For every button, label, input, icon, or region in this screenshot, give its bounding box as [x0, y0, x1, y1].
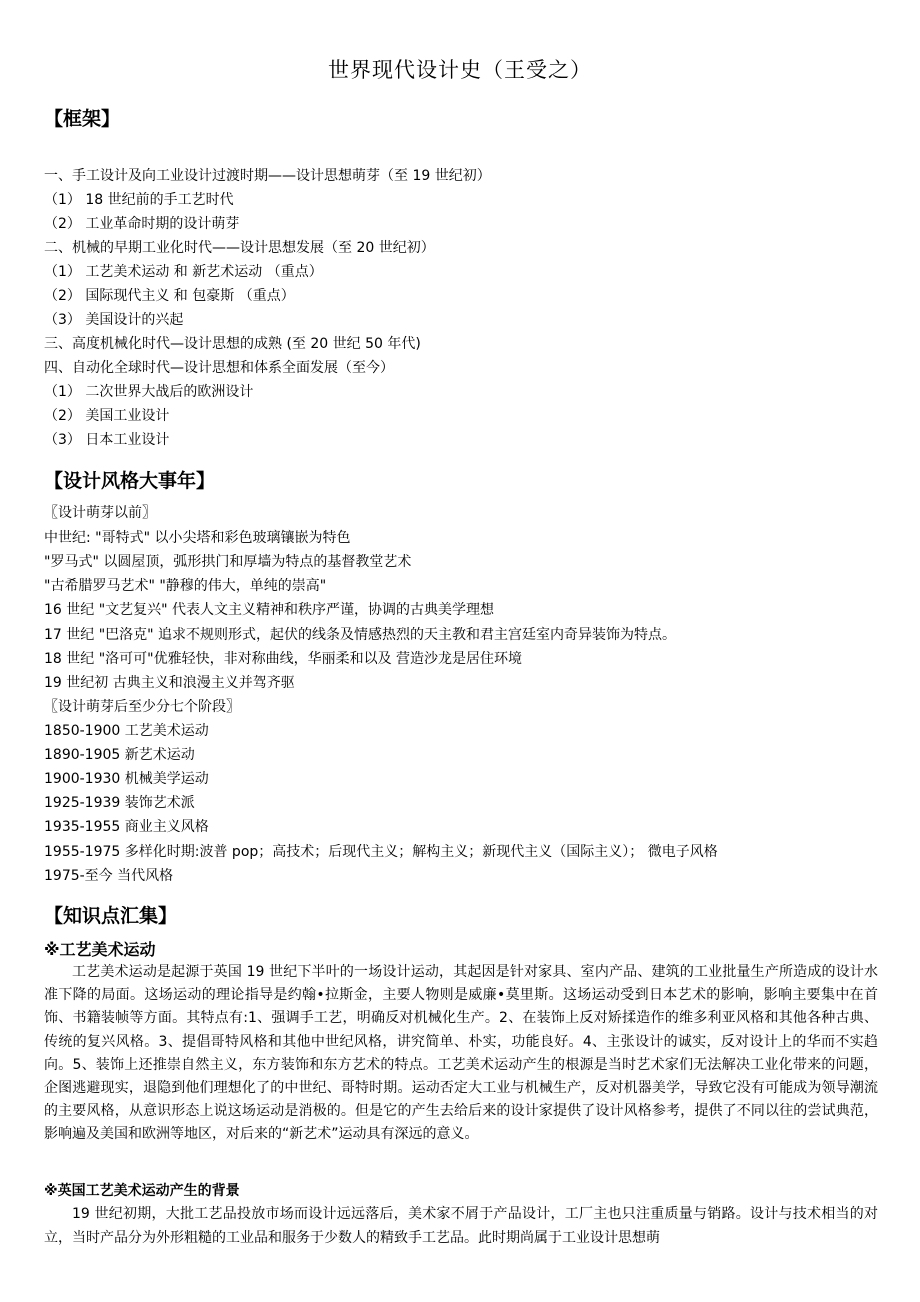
framework-line: （1） 工艺美术运动 和 新艺术运动 （重点）	[44, 264, 323, 280]
style-line: 1925-1939 装饰艺术派	[44, 795, 195, 811]
style-line: "古希腊罗马艺术" "静穆的伟大，单纯的崇高"	[44, 578, 327, 594]
framework-line: 三、高度机械化时代—设计思想的成熟 (至 20 世纪 50 年代)	[44, 336, 421, 352]
style-line: 中世纪: "哥特式" 以小尖塔和彩色玻璃镶嵌为特色	[44, 530, 351, 546]
style-line: "罗马式" 以圆屋顶，弧形拱门和厚墙为特点的基督教堂艺术	[44, 554, 412, 570]
framework-line: （2） 美国工业设计	[44, 408, 170, 424]
framework-line: （2） 国际现代主义 和 包豪斯 （重点）	[44, 288, 295, 304]
framework-line: 四、自动化全球时代—设计思想和体系全面发展（至今）	[44, 360, 394, 376]
style-line: 1890-1905 新艺术运动	[44, 747, 195, 763]
framework-line: （1） 二次世界大战后的欧洲设计	[44, 384, 254, 400]
paragraph-arts-crafts: 工艺美术运动是起源于英国 19 世纪下半叶的一场设计运动，其起因是针对家具、室内产品、建筑的工业批量生产所造成的设计水准下降的局面。这场运动的理论指导是约翰•拉斯金，主要人物则是威廉•莫里斯。这场运动受到日本艺术的影响，影响主要集中在首饰、书籍装帧等方面。其特点有:1、强调手工艺，明确反对机械化生产。2、在装饰上反对矫揉造作的维多利亚风格和其他各种古典、传统的复兴风格。3、提倡哥特风格和其他中世纪风格，讲究简单、朴实，功能良好。4、主张设计的诚实，反对设计上的华而不实趋向。5、装饰上还推崇自然主义，东方装饰和东方艺术的特点。工艺美术运动产生的根源是当时艺术家们无法解决工业化带来的问题，企图逃避现实，退隐到他们理想化了的中世纪、哥特时期。运动否定大工业与机械生产，反对机器美学，导致它没有可能成为领导潮流的主要风格，从意识形态上说这场运动是消极的。但是它的产生去给后来的设计家提供了设计风格参考，提供了不同以往的尝试典范，影响遍及美国和欧洲等地区，对后来的“新艺术”运动具有深远的意义。	[44, 964, 878, 1143]
style-line: 〖设计萌芽以前〗	[44, 505, 156, 521]
framework-line: （3） 美国设计的兴起	[44, 312, 184, 328]
style-line: 1975-至今 当代风格	[44, 868, 174, 884]
subheading-background: ※英国工艺美术运动产生的背景	[44, 1183, 240, 1199]
style-line: 18 世纪 "洛可可"优雅轻快，非对称曲线，华丽柔和以及 营造沙龙是居住环境	[44, 651, 523, 667]
framework-line: （3） 日本工业设计	[44, 432, 170, 448]
framework-line: 一、手工设计及向工业设计过渡时期——设计思想萌芽（至 19 世纪初）	[44, 168, 491, 184]
style-line: 〖设计萌芽后至少分七个阶段〗	[44, 699, 240, 715]
style-line: 1850-1900 工艺美术运动	[44, 723, 209, 739]
framework-line: （1） 18 世纪前的手工艺时代	[44, 192, 234, 208]
style-line: 1955-1975 多样化时期:波普 pop；高技术；后现代主义；解构主义；新现代主义（国际主义）； 微电子风格	[44, 844, 718, 860]
document-title: 世界现代设计史（王受之）	[328, 58, 592, 82]
style-line: 1935-1955 商业主义风格	[44, 819, 209, 835]
framework-line: （2） 工业革命时期的设计萌芽	[44, 216, 240, 232]
framework-line: 二、机械的早期工业化时代——设计思想发展（至 20 世纪初）	[44, 240, 435, 256]
style-line: 1900-1930 机械美学运动	[44, 771, 209, 787]
section-heading-framework: 【框架】	[44, 108, 121, 130]
paragraph-background: 19 世纪初期，大批工艺品投放市场而设计远远落后，美术家不屑于产品设计，工厂主也只注重质量与销路。设计与技术相当的对立，当时产品分为外形粗糙的工业品和服务于少数人的精致手工艺品。此时期尚属于工业设计思想萌	[44, 1206, 878, 1246]
style-line: 16 世纪 "文艺复兴" 代表人文主义精神和秩序严谨，协调的古典美学理想	[44, 602, 495, 618]
section-heading-style-events: 【设计风格大事年】	[44, 470, 216, 492]
style-line: 17 世纪 "巴洛克" 追求不规则形式，起伏的线条及情感热烈的天主教和君主宫廷室内奇异装饰为特点。	[44, 627, 677, 643]
style-line: 19 世纪初 古典主义和浪漫主义并驾齐驱	[44, 675, 295, 691]
subheading-arts-crafts: ※工艺美术运动	[44, 940, 156, 959]
section-heading-knowledge: 【知识点汇集】	[44, 905, 178, 927]
